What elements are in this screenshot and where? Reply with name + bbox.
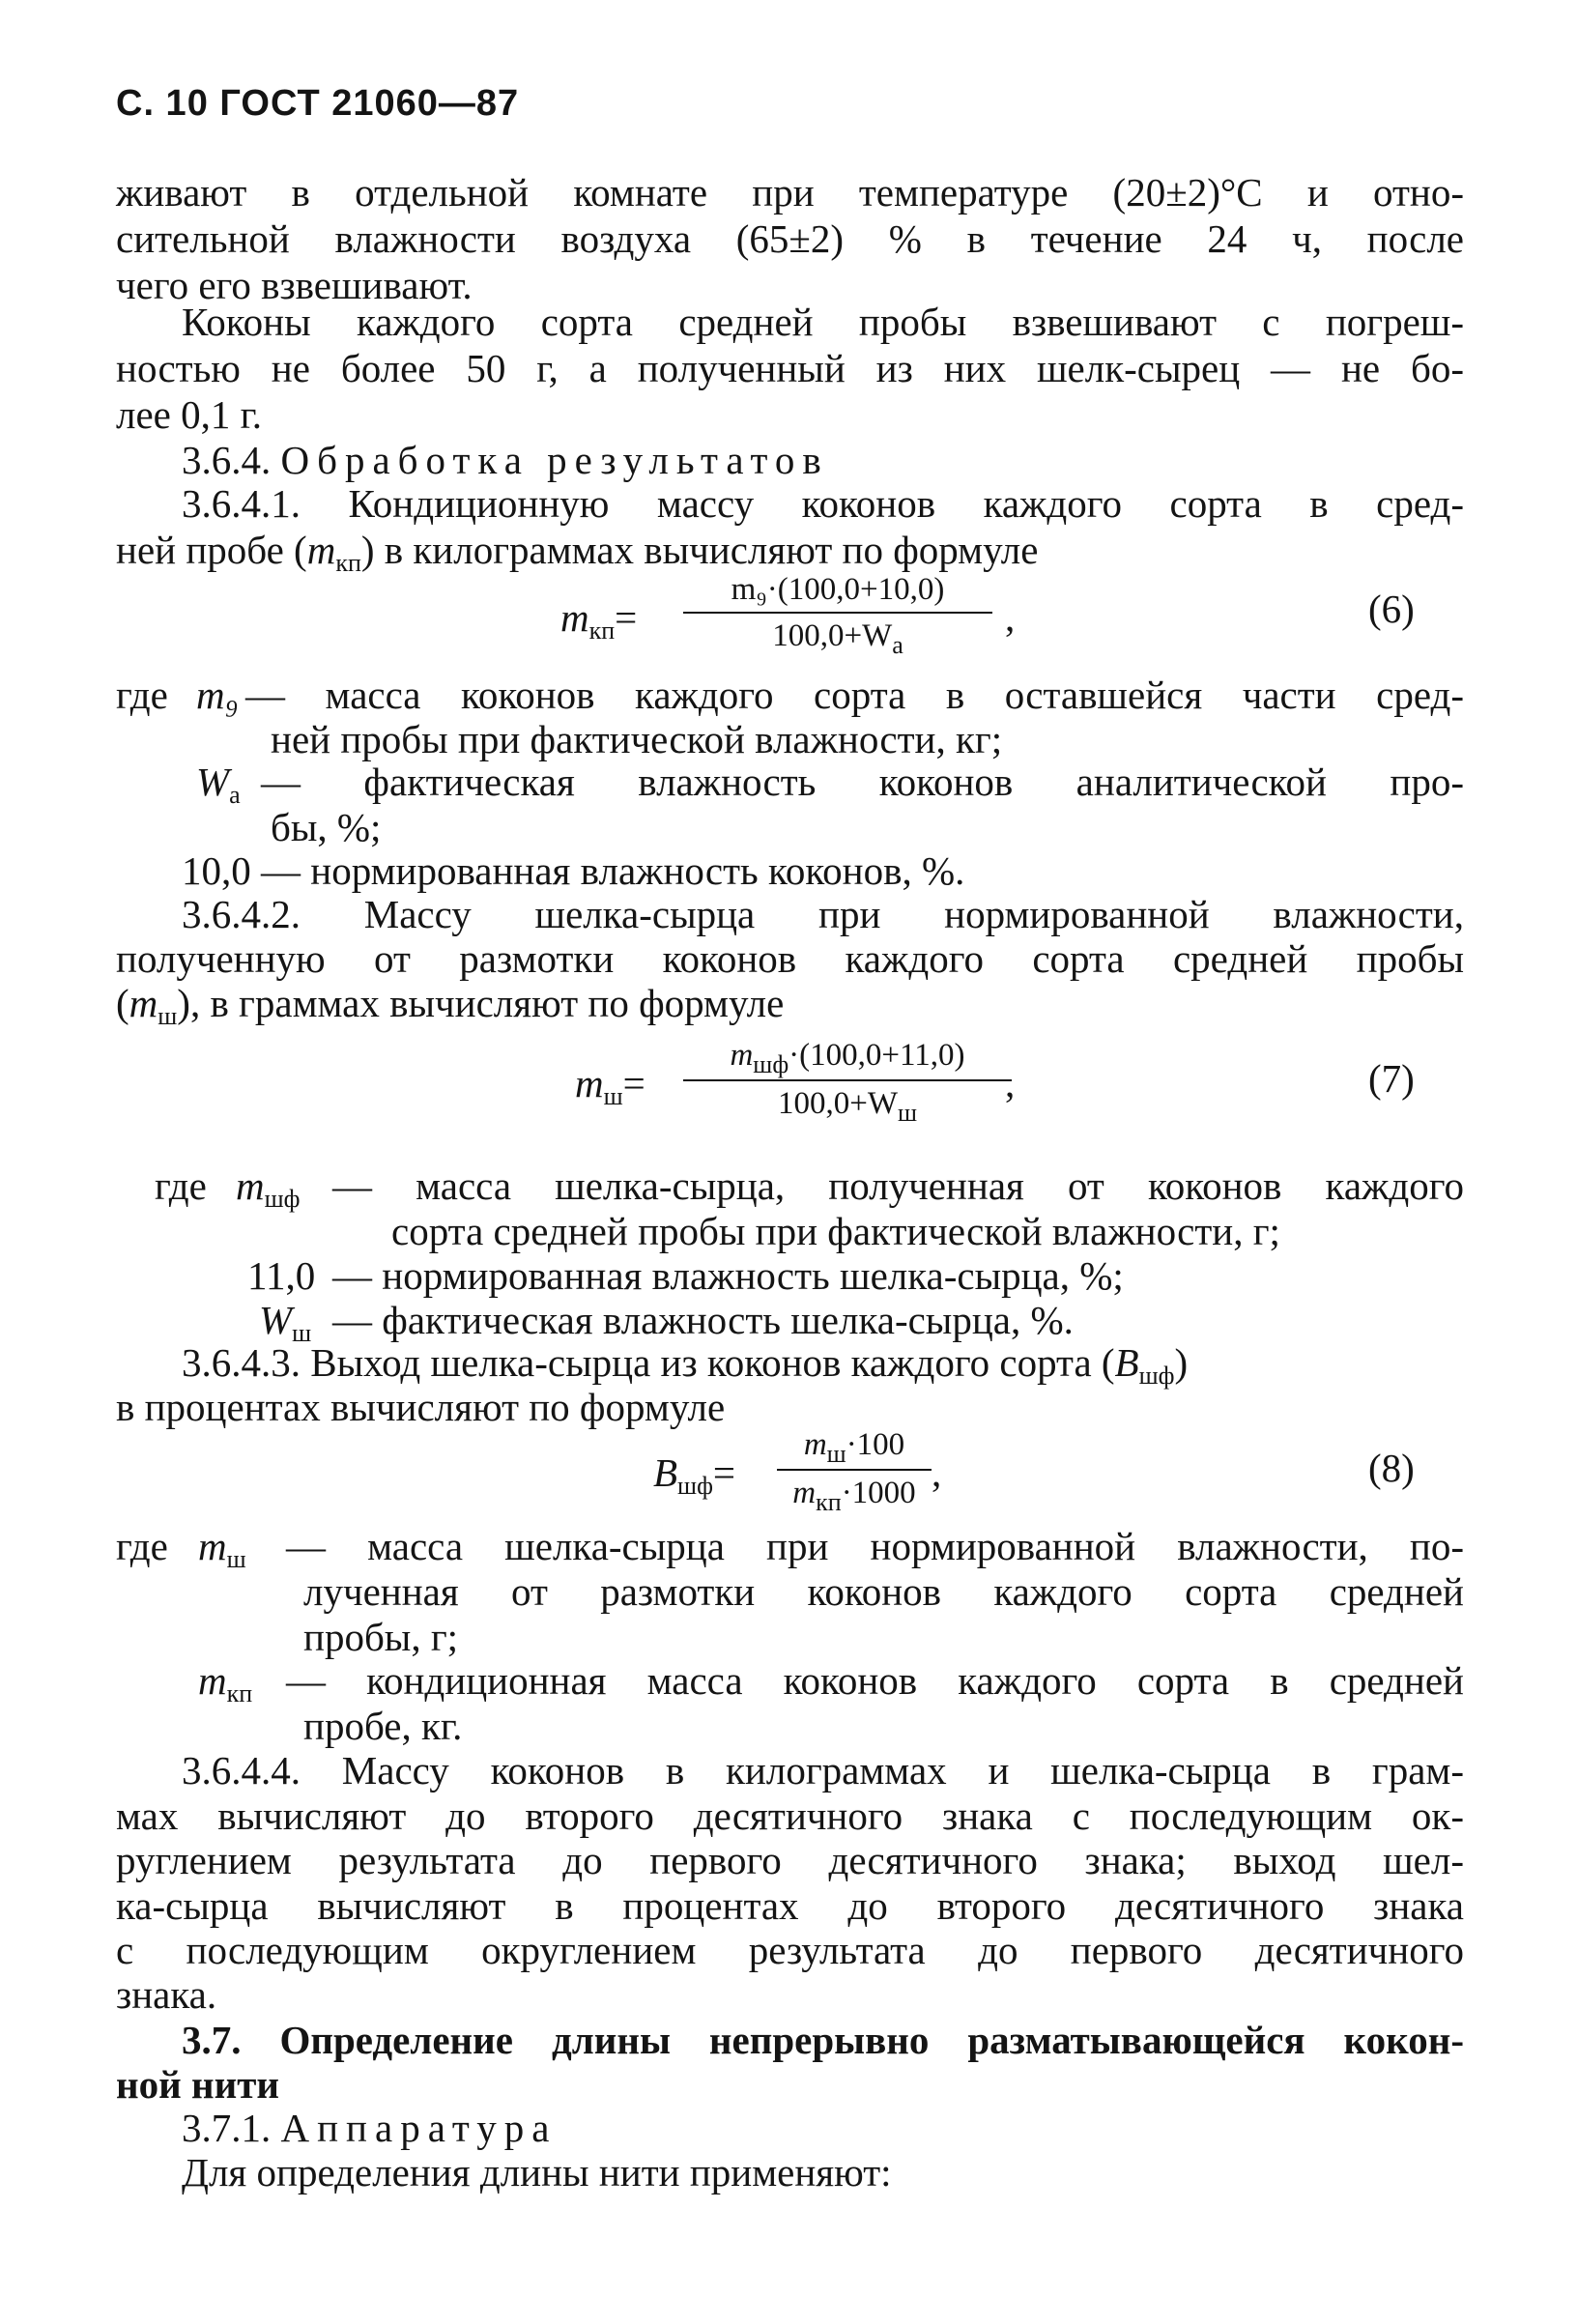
symbol: mш [198,1524,246,1573]
text-line: — масса шелка-сырца, полученная от коконов каждого [332,1163,1464,1208]
text-line: знака. [116,1972,217,2017]
section-heading-3-6-4 [182,437,829,483]
where-label: где [116,673,168,717]
text-line: (mш), в граммах вычисляют по формуле [116,981,785,1030]
text-line: полученную от размотки коконов каждого сорта средней пробы [116,936,1464,981]
text-line: — фактическая влажность шелка-сырца, %. [332,1298,1074,1342]
formula-lhs: Bшф= [653,1450,736,1500]
section-number: 3.7.1. [182,2106,272,2150]
text-line: 3.6.4.1. Кондиционную массу коконов каждого сорта в сред- [182,481,1464,526]
formula-tail: , [932,1450,942,1495]
text-line: живают в отдельной комнате при температуре (20±2)°С и отно- [116,170,1464,215]
page-header: С. 10 ГОСТ 21060—87 [116,83,520,124]
text-line: с последующим округлением результата до первого десятичного [116,1928,1464,1972]
section-title: Обработка результатов [280,438,829,482]
text-line: Для определения длины нити применяют: [182,2150,892,2195]
fraction-bar [683,1079,1012,1081]
text-line: лее 0,1 г. [116,392,263,437]
fraction-bar [683,612,992,614]
text-line: пробе, кг. [303,1704,463,1748]
formula-tail: , [1005,1061,1016,1105]
text-line: 3.6.4.4. Массу коконов в килограммах и шелка-сырца в грам- [182,1748,1464,1793]
numerator: m₉·(100,0+10,0) [731,572,945,607]
text-line: — масса коконов каждого сорта в оставшейся части сред- [245,673,1464,717]
text-line: — фактическая влажность коконов аналитической про- [261,760,1464,804]
text-line: мах вычисляют до второго десятичного знака с последующим ок- [116,1793,1464,1838]
symbol: 11,0 [247,1253,316,1298]
fraction [683,1036,1012,1125]
text-line: ностью не более 50 г, а полученный из них шелк-сырец — не бо- [116,346,1464,390]
denominator: $100,0+W_ш$ [777,1086,918,1127]
text-line: в процентах вычисляют по формуле [116,1385,726,1429]
denominator: $m_{кп}\cdot 1000$ [792,1476,916,1516]
formula-tail: , [1005,595,1016,640]
text-line: ней пробы при фактической влажности, кг; [271,717,1003,761]
section-title: Аппаратура [280,2106,558,2150]
symbol: Wш [259,1298,312,1347]
text-line: — кондиционная масса коконов каждого сорта в средней [286,1658,1464,1703]
symbol: mшф [236,1163,301,1213]
formula-lhs: mкп= [560,595,638,645]
numerator: $m_ш\cdot 100$ [803,1427,905,1468]
text-line: ка-сырца вычисляют в процентах до второго десятичного знака [116,1883,1464,1928]
text-line: лученная от размотки коконов каждого сорта средней [303,1569,1464,1614]
fraction-bar [777,1469,932,1471]
text-line: чего его взвешивают. [116,263,473,307]
numerator: $m_{шф}\cdot(100,0+11,0)$ [730,1038,965,1078]
symbol: mкп [198,1658,253,1707]
symbol: 10,0 [182,848,251,893]
text-line: — масса шелка-сырца при нормированной влажности, по- [286,1524,1464,1568]
fraction [683,570,992,657]
where-label: где [116,1524,168,1568]
section-heading-3-7-cont: ной нити [116,2062,280,2107]
equation-number: (7) [1368,1056,1415,1101]
formula-lhs: mш= [575,1061,645,1110]
text-line: 3.6.4.3. Выход шелка-сырца из коконов каждого сорта (Bшф) [182,1340,1189,1390]
symbol: m₉ [196,673,239,717]
denominator: $100,0+W_а$ [772,618,903,659]
text-line: Коконы каждого сорта средней пробы взвешивают с погреш- [182,300,1464,344]
section-heading-3-7: 3.7. Определение длины непрерывно разматывающейся кокон- [182,2018,1464,2062]
text-line: — нормированная влажность коконов, %. [261,848,965,893]
section-number: 3.6.4. [182,438,272,482]
symbol: Wа [196,760,241,809]
text-line: бы, %; [271,805,382,849]
text-line: — нормированная влажность шелка-сырца, %; [332,1253,1124,1298]
text-line: пробы, г; [303,1615,459,1659]
fraction [777,1425,932,1514]
text-line: 3.6.4.2. Массу шелка-сырца при нормированной влажности, [182,892,1464,936]
text-line: руглением результата до первого десятичного знака; выход шел- [116,1838,1464,1882]
text-line: сорта средней пробы при фактической влажности, г; [391,1209,1280,1253]
text-line: ней пробе (mкп) в килограммах вычисляют по формуле [116,528,1039,577]
equation-number: (8) [1368,1446,1415,1490]
where-label: где [155,1163,207,1208]
text-line: сительной влажности воздуха (65±2) % в течение 24 ч, после [116,216,1464,261]
section-heading-3-7-1 [182,2105,557,2151]
equation-number: (6) [1368,587,1415,631]
